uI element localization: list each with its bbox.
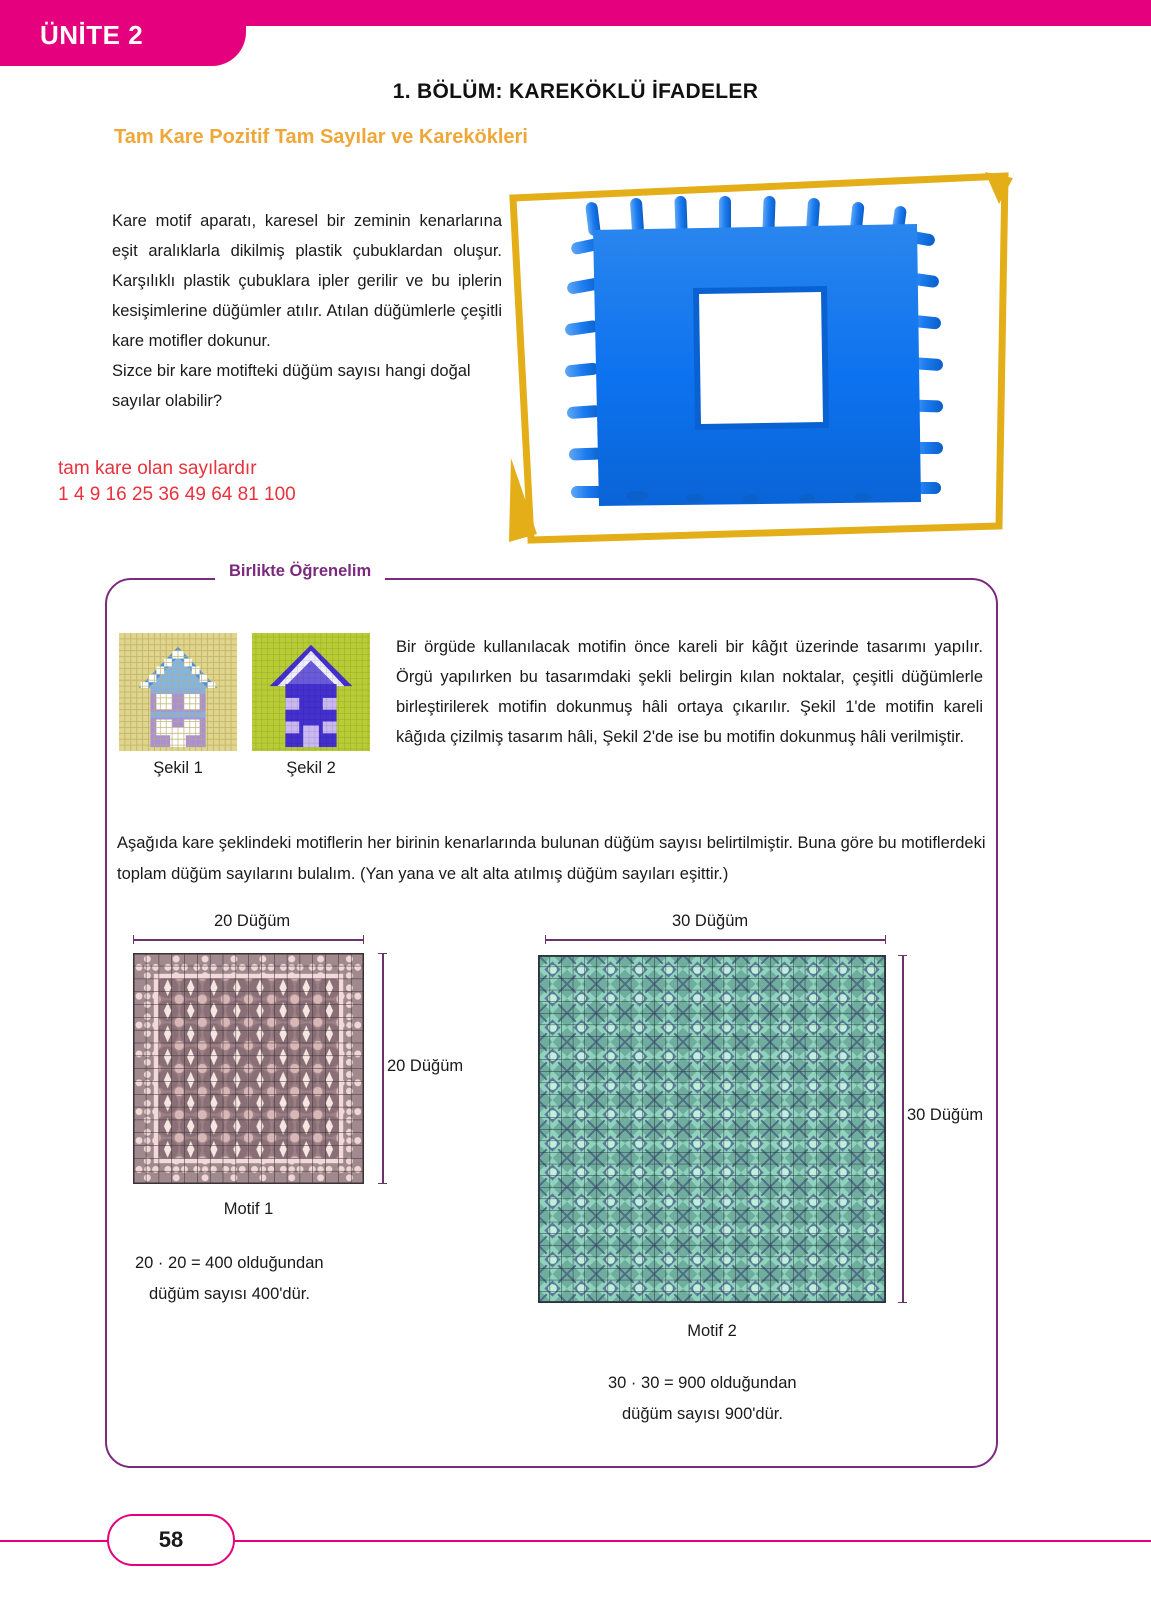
motif-2-caption: Motif 2 — [687, 1322, 737, 1340]
sub-section-title: Tam Kare Pozitif Tam Sayılar ve Karekökleri — [114, 126, 528, 148]
apparatus-photo — [505, 168, 1015, 548]
motif-2-top-label: 30 Düğüm — [672, 912, 749, 930]
motif-2-equation — [608, 1368, 797, 1430]
motif-2-equation-line-1: 30 · 30 = 900 olduğundan — [608, 1374, 797, 1392]
student-answer-line-2: 1 4 9 16 25 36 49 64 81 100 — [58, 484, 296, 505]
sekil-1-caption: Şekil 1 — [153, 759, 203, 777]
motif-1-equation-line-1: 20 · 20 = 400 olduğundan — [135, 1254, 324, 1272]
motif-1-side-dimension-line — [378, 953, 387, 1184]
square-motif-apparatus-icon — [565, 196, 955, 526]
learn-together-title: Birlikte Öğrenelim — [215, 562, 385, 581]
student-answer — [58, 456, 296, 508]
student-answer-line-1: tam kare olan sayılardır — [58, 458, 257, 479]
motif-1-equation-line-2: düğüm sayısı 400'dür. — [149, 1285, 310, 1303]
motif-1-equation — [135, 1248, 324, 1310]
section-title: 1. BÖLÜM: KAREKÖKLÜ İFADELER — [392, 80, 759, 103]
motif-2-image — [538, 955, 886, 1303]
motif-1-caption: Motif 1 — [223, 1200, 274, 1218]
intro-paragraph-1: Kare motif aparatı, karesel bir zeminin kenarlarına eşit aralıklarla dikilmiş plastik çubuklardan oluşur. Karşılıklı plastik çubuklara ipler gerilir ve bu iplerin kesişimlerine düğümler atılır. Atılan düğümlerle çeşitli kare motifler dokunur. — [112, 212, 502, 350]
grid-paper-house-motif-icon — [119, 633, 237, 751]
motif-1-top-label: 20 Düğüm — [214, 912, 291, 930]
motif-1-top-dimension-line — [133, 935, 364, 944]
motif-2-top-dimension-line — [545, 935, 886, 944]
motif-1-image — [133, 953, 364, 1184]
learn-paragraph-block — [396, 632, 983, 752]
motif-2-side-dimension-line — [898, 955, 907, 1303]
sekil-2-caption: Şekil 2 — [286, 759, 336, 777]
page-number: 58 — [158, 1527, 184, 1552]
task-paragraph: Aşağıda kare şeklindeki motiflerin her birinin kenarlarında bulunan düğüm sayısı belirtilmiştir. Buna göre bu motiflerdeki toplam düğüm sayılarını bulalım. (Yan yana ve alt alta atılmış düğüm sayıları eşittir.) — [117, 834, 986, 883]
apparatus-inner-window — [699, 292, 823, 424]
motif-2-side-label: 30 Düğüm — [907, 1106, 984, 1124]
intro-paragraph-2: Sizce bir kare motifteki düğüm sayısı hangi doğal sayılar olabilir? — [112, 362, 471, 410]
woven-house-motif-icon — [252, 633, 370, 751]
motif-2-equation-line-2: düğüm sayısı 900'dür. — [622, 1405, 783, 1423]
motif-1-side-label: 20 Düğüm — [387, 1057, 464, 1075]
unit-label: ÜNİTE 2 — [40, 20, 144, 50]
task-paragraph-block — [117, 828, 995, 890]
intro-text-block — [112, 206, 502, 416]
learn-paragraph: Bir örgüde kullanılacak motifin önce kareli bir kâğıt üzerinde tasarımı yapılır. Örgü yapılırken bu tasarımdaki şekli belirgin kılan noktalar, çeşitli düğümlerle birleştirilerek motifin dokunmuş hâli ortaya çıkarılır. Şekil 1'de motifin kareli kâğıda çizilmiş tasarım hâli, Şekil 2'de ise bu motifin dokunmuş hâli verilmiştir. — [396, 638, 983, 746]
